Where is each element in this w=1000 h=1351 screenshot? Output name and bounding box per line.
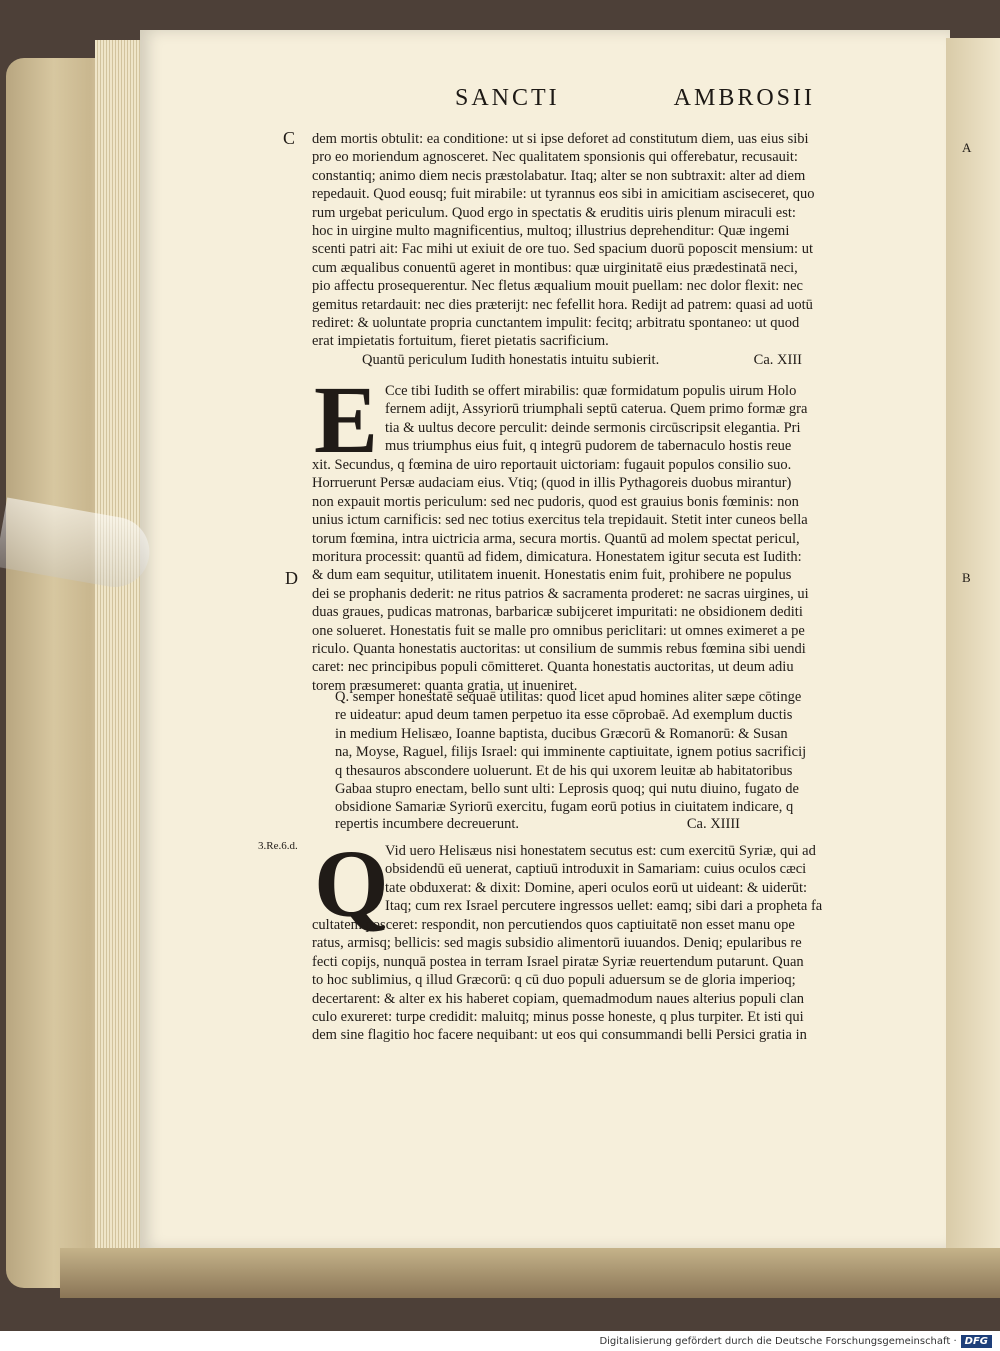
right-page-edge [946, 38, 1000, 1278]
text-line: mus triumphus eius fuit, q integrū pudorem de tabernaculo hostis reue [385, 438, 792, 455]
text-line: dei se prophanis dederit: ne ritus patrios & sacramenta proderet: ne sacras uirgines, ui [312, 585, 809, 602]
footer-credit: Digitalisierung gefördert durch die Deutsche Forschungsgemeinschaft · [599, 1335, 957, 1347]
running-head-right: AMBROSII [673, 85, 815, 111]
text-line: moritura processit: quantū ad fidem, dimicatura. Honestatem igitur secuta est Iudith: [312, 549, 802, 566]
text-line: riculo. Quanta honestatis auctoritas: ut consilium de summis rebus fœmina sibi uendi [312, 641, 806, 658]
text-line: & dum eam sequitur, utilitatem inuenit. Honestatis enim fuit, prohibere ne populus [312, 567, 792, 584]
text-line: obsidendū eū uenerat, captiuū introduxit in Samariam: cuius oculos cæci [385, 861, 807, 878]
chapter-13-heading [362, 352, 802, 369]
text-line: tate obduxerat: & dixit: Domine, aperi oculos eorū ut uideant: & uiderūt: [385, 879, 808, 896]
text-line: pro eo moriendum agnosceret. Nec qualitatem sponsionis qui offerebatur, recusauit: [312, 149, 798, 166]
right-page-letter-a: A [962, 140, 972, 155]
text-line: hoc in uirgine multo magnificentius, multoq; illustrius deprehenditur: Quæ ingemi [312, 223, 790, 240]
text-line: rum urgebat periculum. Quod ergo in spectatis & eruditis uiris plenum miraculi est: [312, 204, 796, 221]
text-line: cum æqualibus conuentū ageret in montibus: quæ uirginitatē eius prædestinatā neci, [312, 259, 798, 276]
text-line: Cce tibi Iudith se offert mirabilis: quæ formidatum populis uirum Holo [385, 383, 797, 399]
text-line: Horruerunt Persæ audaciam eius. Vtiq; (quod in illis Pythagoreis duobus mirantur) [312, 475, 792, 492]
dropcap-q: Q [314, 830, 389, 937]
text-line: torum fœmina, intra uictricia arma, secura mortis. Quantū ad molem spectat pericul, [312, 530, 800, 547]
text-line: constantiq; animo diem necis præstolabatur. Itaq; alter se non subtraxit: alter ad diem [312, 167, 806, 184]
text-line: Q. semper honestatē sequaē utilitas: quod licet apud homines aliter sæpe cōtinge [335, 689, 802, 705]
text-line: Itaq; cum rex Israel percutere ingressos uellet: eamq; sibi dari a propheta fa [385, 898, 823, 915]
dropcap-e: E [314, 366, 379, 473]
text-line: q thesauros abscondere uoluerunt. Et de his qui uxorem leuitæ ab habitatoribus [335, 762, 793, 779]
chapter-title: Quantū periculum Iudith honestatis intuitu subierit. [362, 352, 660, 368]
margin-note: 3.Re.6.d. [258, 840, 298, 852]
running-head [455, 85, 815, 112]
text-line: erat impietatis fortuitum, fieret pietatis sacrificium. [312, 333, 609, 350]
text-line: Gabaa stupro enectam, bello sunt ulti: Leprosis quoq; qui nutu diuino, fugato de [335, 781, 799, 798]
chapter-14-body [312, 916, 902, 1045]
text-line: Vid uero Helisæus nisi honestatem secutus est: cum exercitū Syriæ, qui ad [385, 843, 816, 859]
chapter-14-opening [385, 842, 902, 916]
text-line: fernem adijt, Assyriorū triumphali septū caterua. Quem primo formæ gra [385, 401, 808, 418]
text-line: non expauit mortis periculum: sed nec pudoris, quod est grauius bonis fœminis: non [312, 493, 799, 510]
text-line: torem præsumeret: quanta gratia, ut inueniret. [312, 677, 578, 694]
right-page-letter-b: B [962, 570, 971, 585]
text-line: xit. Secundus, q fœmina de uiro reportauit uictoriam: fugauit populos consilio suo. [312, 457, 792, 473]
dfg-logo: DFG [961, 1335, 992, 1348]
running-head-left: SANCTI [455, 85, 560, 111]
text-line: dem mortis obtulit: ea conditione: ut si ipse deforet ad constitutum diem, uas eius sibi [312, 131, 809, 147]
summary-last-line: repertis incumbere decreuerunt. [335, 816, 519, 832]
text-line: dem sine flagitio hoc facere nequibant: ut eos qui consummandi belli Persici gratia in [312, 1027, 807, 1044]
text-line: repedauit. Quod eousq; fuit mirabile: ut tyrannus eos sibi in amicitiam asciseceret, quo [312, 186, 815, 203]
margin-letter-d: D [285, 568, 298, 588]
text-line: scenti patri ait: Fac mihi ut exiuit de ore tuo. Sed spacium duorū poposcit mensium: ut [312, 241, 813, 258]
text-line: rediret: & uoluntate propria cunctantem impulit: fecitq; arbitratu spontaneo: ut quod [312, 315, 800, 332]
text-block-1 [312, 130, 902, 351]
text-line: cultatem posceret: respondit, non percutiendos quos captiuitatē non esset manu ope [312, 917, 795, 933]
chapter-14-summary [335, 688, 855, 817]
text-line: obsidione Samariæ Syriorū exercitu, fugam eorū potius in ciuitatem indicare, q [335, 799, 794, 816]
book-bottom-edge [60, 1248, 1000, 1298]
chapter-13-body [312, 456, 902, 695]
text-line: tia & uultus decore perculit: deinde sermonis circūscripsit elegantia. Pri [385, 419, 801, 436]
chapter-number: Ca. XIIII [686, 816, 740, 832]
chapter-13-opening [385, 382, 902, 456]
text-line: ratus, armisq; bellicis: sed magis subsidio alimentorū iuuandos. Deniq; epularibus re [312, 935, 802, 952]
text-line: in medium Helisæo, Ioanne baptista, ducibus Græcorū & Romanorū: & Susan [335, 725, 788, 742]
digitization-footer [0, 1331, 1000, 1351]
text-line: na, Moyse, Raguel, filijs Israel: qui imminente captiuitate, ignem potius sacrificij [335, 744, 807, 761]
chapter-14-heading [335, 816, 740, 833]
text-line: unius ictum carnificis: sed nec totius exercitus tela trepidauit. Stetit inter cuneos bella [312, 512, 808, 529]
text-line: gemitus retardauit: nec dies præterijt: nec fefellit hora. Redijt ad patrem: quasi ad uotū [312, 296, 813, 313]
text-line: duas graues, pudicas matronas, barbaricæ subijceret impuritati: ne obsidionem dediti [312, 604, 803, 621]
text-line: to hoc sublimius, q illud Græcorū: q cū duo populi aduersum se de gloria imperioq; [312, 972, 796, 989]
page-stack [95, 40, 140, 1260]
text-line: culo exureret: turpe credidit: maluitq; minus posse honeste, q plus turpiter. Et isti qui [312, 1009, 804, 1026]
text-line: fecti copijs, nunquā postea in terram Israel piratæ Syriæ reuertendum putarunt. Quan [312, 953, 804, 970]
text-line: re uideatur: apud deum tamen perpetuo ita esse cōprobaē. Ad exemplum ductis [335, 707, 793, 724]
text-line: one solueret. Honestatis fuit se malle pro omnibus periclitari: ut omnes eximeret a pe [312, 622, 805, 639]
text-line: pio affectu prosequerentur. Nec fletus æqualium mouit puellam: nec dolor flexit: nec [312, 278, 803, 295]
chapter-number: Ca. XIII [753, 352, 802, 368]
text-line: decertarent: & alter ex his haberet copiam, quemadmodum naues alterius populi clan [312, 990, 805, 1007]
text-line: caret: nec principibus populi cōmitteret. Quanta honestatis auctoritas, ut deum adiu [312, 659, 794, 676]
margin-letter-c: C [283, 128, 296, 148]
